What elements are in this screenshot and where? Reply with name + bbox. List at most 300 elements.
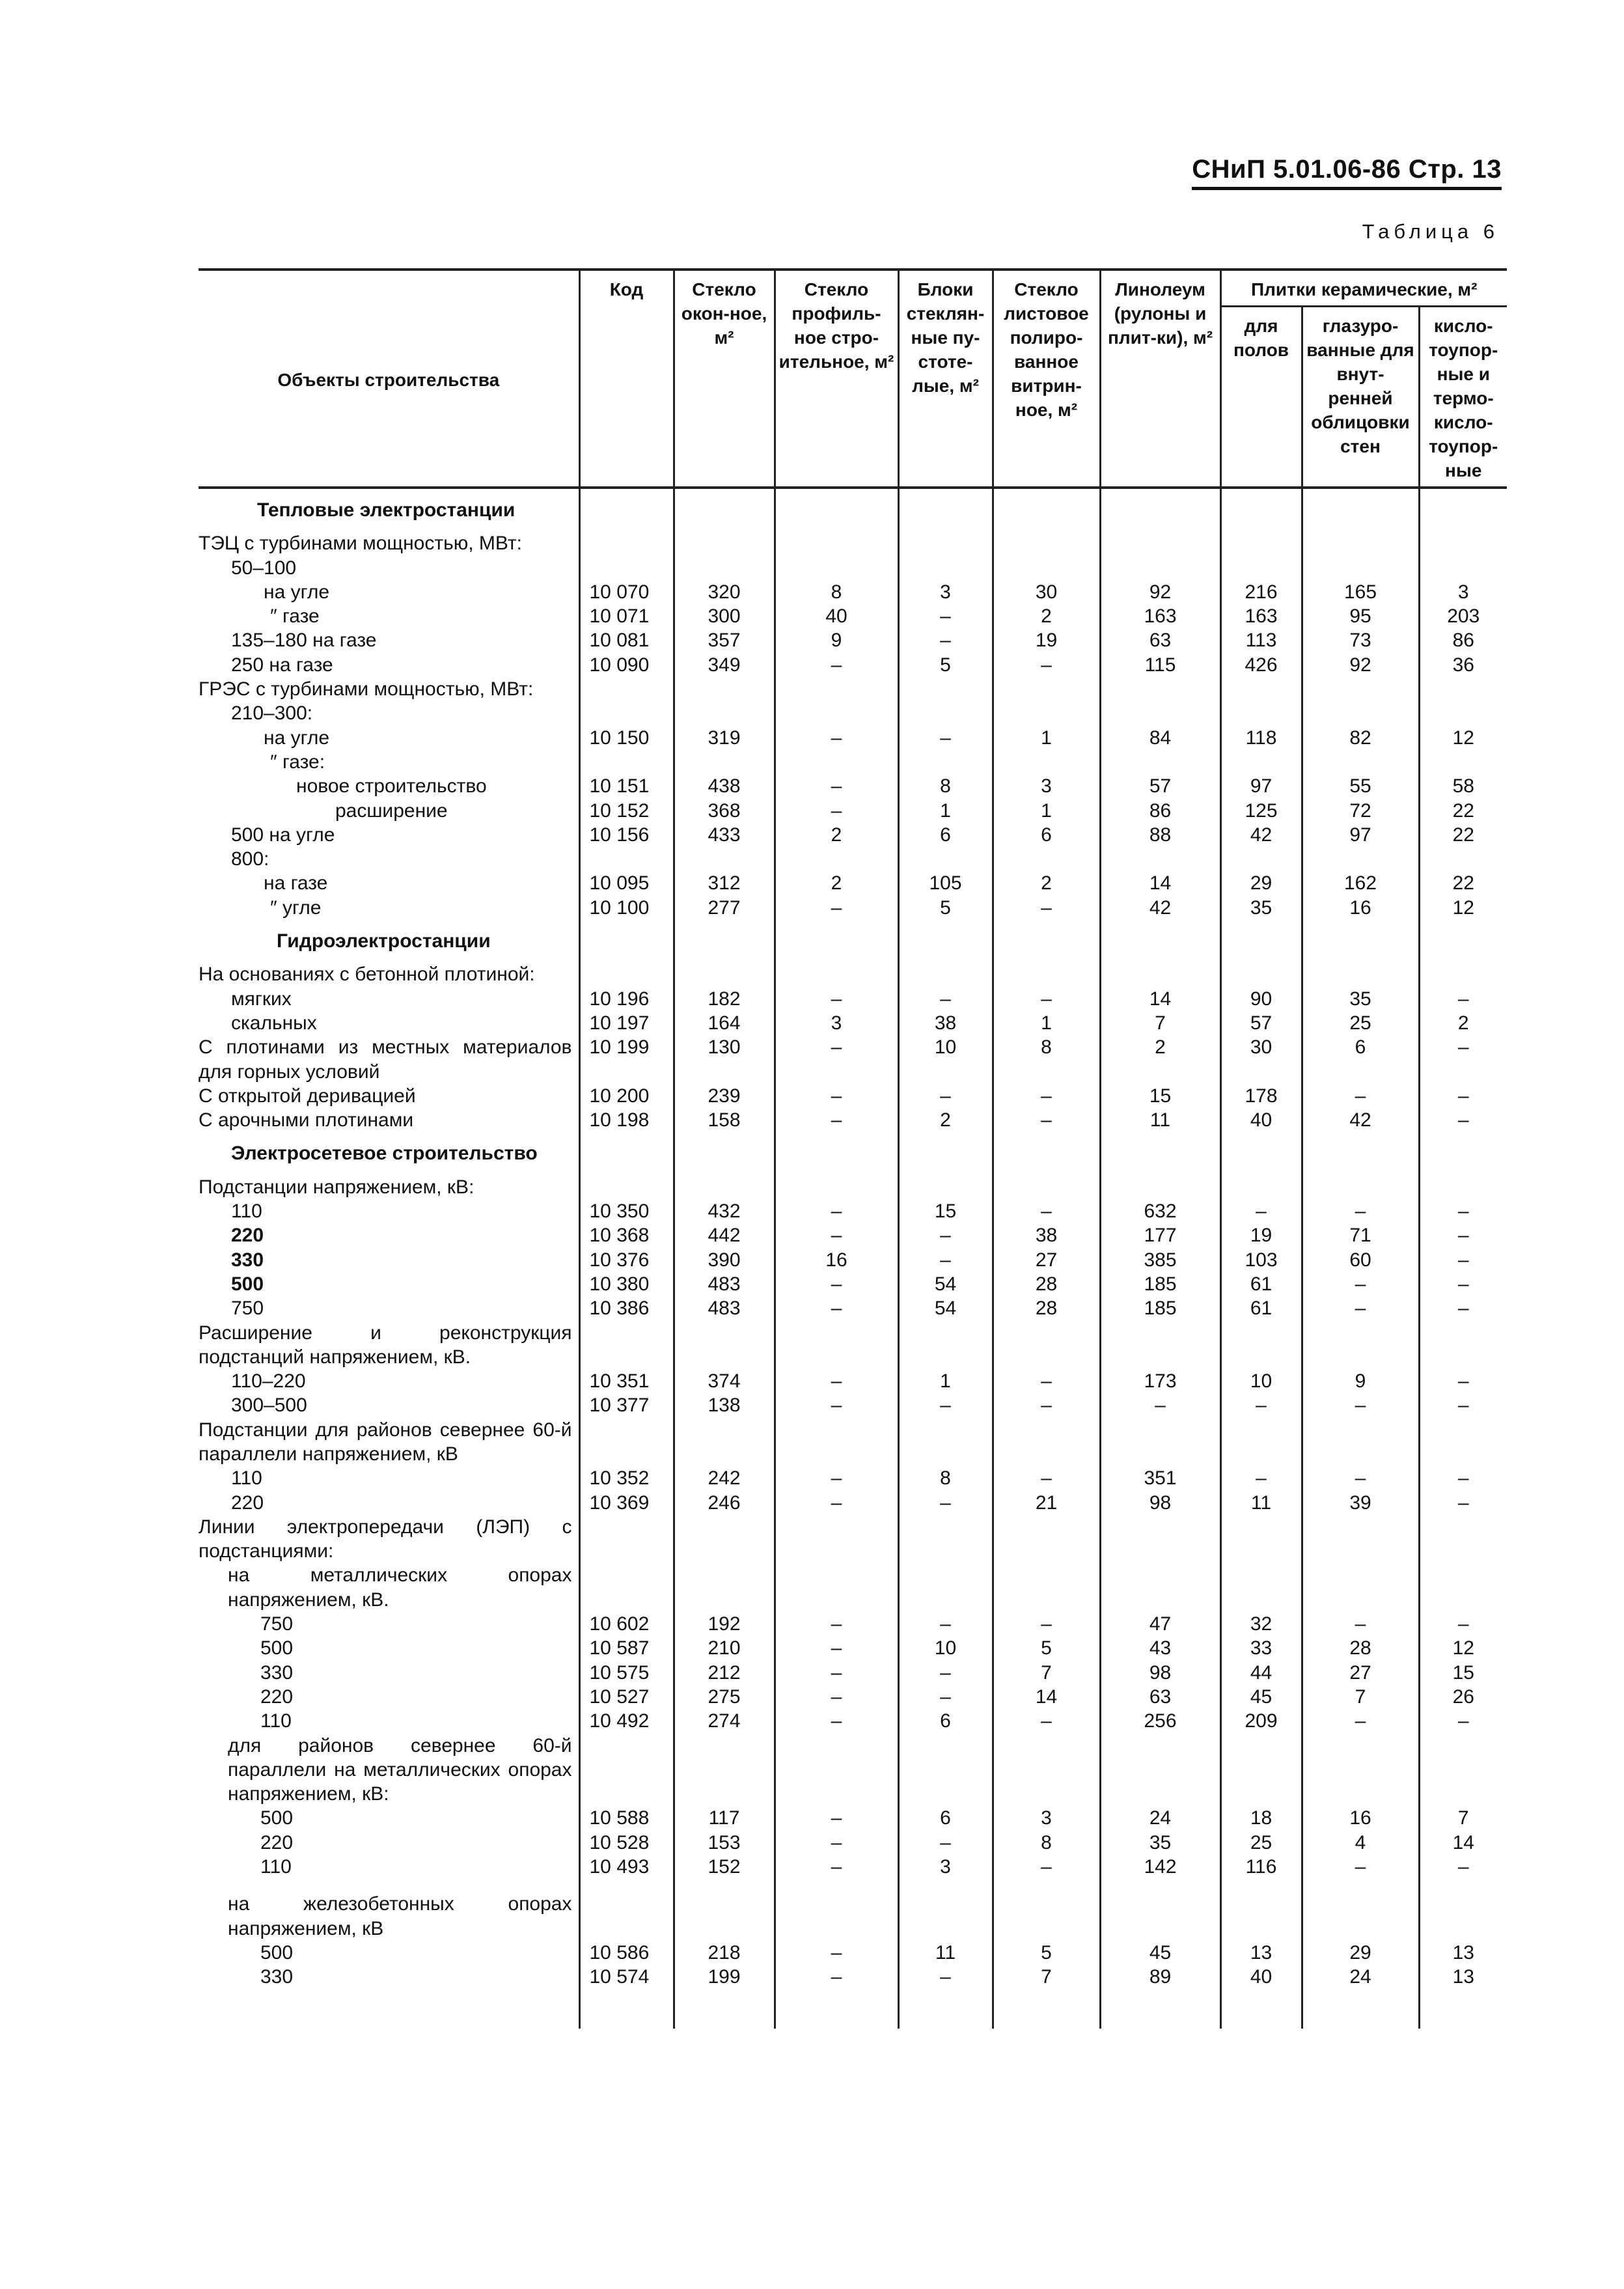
row-glass-blocks: 3	[898, 580, 993, 604]
row-floor-tiles	[1220, 1563, 1302, 1612]
row-glass-blocks: 8	[898, 774, 993, 798]
row-glazed-tiles: –	[1302, 1084, 1419, 1108]
row-floor-tiles	[1220, 1418, 1302, 1467]
table-row	[199, 1035, 1507, 1084]
row-acid-resistant-tiles	[1419, 1515, 1507, 1564]
row-window-glass: 218	[674, 1941, 775, 1965]
row-polished-glass: –	[993, 896, 1100, 920]
row-profile-glass: 9	[775, 628, 898, 652]
row-profile-glass: –	[775, 1223, 898, 1247]
row-window-glass: 274	[674, 1709, 775, 1733]
row-profile-glass	[775, 750, 898, 774]
row-code: 10 386	[579, 1296, 674, 1320]
section-heading	[199, 920, 1507, 962]
section-heading	[199, 1132, 1507, 1174]
row-linoleum	[1100, 962, 1220, 986]
row-window-glass: 483	[674, 1296, 775, 1320]
row-profile-glass	[775, 1563, 898, 1612]
row-polished-glass: –	[993, 1612, 1100, 1636]
table-row	[199, 1466, 1507, 1490]
row-glass-blocks: –	[898, 1831, 993, 1855]
row-glass-blocks: 1	[898, 1369, 993, 1393]
row-glazed-tiles: 6	[1302, 1035, 1419, 1084]
row-linoleum: 163	[1100, 604, 1220, 628]
table-row	[199, 1175, 1507, 1199]
row-polished-glass: 3	[993, 774, 1100, 798]
row-acid-resistant-tiles: 7	[1419, 1806, 1507, 1830]
row-linoleum	[1100, 1175, 1220, 1199]
row-object-name: С открытой деривацией	[199, 1085, 416, 1107]
row-floor-tiles	[1220, 847, 1302, 871]
row-acid-resistant-tiles: 2	[1419, 1011, 1507, 1035]
row-linoleum	[1100, 677, 1220, 701]
row-window-glass: 164	[674, 1011, 775, 1035]
row-glass-blocks	[898, 677, 993, 701]
row-profile-glass: –	[775, 799, 898, 823]
row-glazed-tiles: 82	[1302, 726, 1419, 750]
table-row	[199, 774, 1507, 798]
row-object-name: 330	[231, 1249, 264, 1271]
row-glazed-tiles	[1302, 1418, 1419, 1467]
row-code: 10 200	[579, 1084, 674, 1108]
row-profile-glass	[775, 1418, 898, 1467]
table-row	[199, 1612, 1507, 1636]
row-code: 10 380	[579, 1272, 674, 1296]
row-window-glass: 242	[674, 1466, 775, 1490]
row-profile-glass: –	[775, 1685, 898, 1709]
row-profile-glass: –	[775, 1393, 898, 1417]
row-code	[579, 1418, 674, 1467]
row-object-name: 330	[260, 1661, 294, 1684]
table-row	[199, 1965, 1507, 1989]
row-window-glass: 442	[674, 1223, 775, 1247]
row-acid-resistant-tiles	[1419, 750, 1507, 774]
row-code: 10 528	[579, 1831, 674, 1855]
row-object-name: скальных	[231, 1012, 317, 1034]
row-acid-resistant-tiles: –	[1419, 1108, 1507, 1132]
row-linoleum	[1100, 847, 1220, 871]
row-acid-resistant-tiles	[1419, 677, 1507, 701]
row-polished-glass	[993, 1734, 1100, 1807]
row-floor-tiles: 118	[1220, 726, 1302, 750]
row-acid-resistant-tiles: 13	[1419, 1941, 1507, 1965]
row-acid-resistant-tiles: –	[1419, 1855, 1507, 1879]
row-window-glass: 239	[674, 1084, 775, 1108]
row-acid-resistant-tiles: –	[1419, 1612, 1507, 1636]
row-object-name: С арочными плотинами	[199, 1109, 414, 1131]
row-glazed-tiles: 92	[1302, 653, 1419, 677]
row-polished-glass: 28	[993, 1272, 1100, 1296]
spacer-row	[199, 1879, 1507, 1892]
row-glass-blocks: 15	[898, 1199, 993, 1223]
col-glass-blocks: Блоки стеклян-ные пу-стоте-лые, м²	[898, 270, 993, 488]
row-polished-glass: 8	[993, 1831, 1100, 1855]
row-floor-tiles: 44	[1220, 1661, 1302, 1685]
row-linoleum: 115	[1100, 653, 1220, 677]
row-glazed-tiles: 55	[1302, 774, 1419, 798]
row-window-glass: 390	[674, 1248, 775, 1272]
row-floor-tiles	[1220, 1892, 1302, 1941]
row-polished-glass	[993, 1892, 1100, 1941]
table-row	[199, 1685, 1507, 1709]
row-floor-tiles: 57	[1220, 1011, 1302, 1035]
row-linoleum	[1100, 1418, 1220, 1467]
row-acid-resistant-tiles: –	[1419, 1296, 1507, 1320]
row-linoleum: 185	[1100, 1296, 1220, 1320]
row-glazed-tiles: 162	[1302, 871, 1419, 895]
row-acid-resistant-tiles: 22	[1419, 871, 1507, 895]
row-object-name: расширение	[335, 799, 448, 822]
row-object-name: 800:	[231, 848, 269, 870]
col-code: Код	[579, 270, 674, 488]
row-object-name: 500	[260, 1637, 294, 1659]
row-floor-tiles	[1220, 1321, 1302, 1370]
row-linoleum: 142	[1100, 1855, 1220, 1879]
row-glass-blocks: –	[898, 628, 993, 652]
row-object-name: мягких	[231, 988, 292, 1010]
row-polished-glass: 30	[993, 580, 1100, 604]
row-acid-resistant-tiles	[1419, 1734, 1507, 1807]
row-object-name: 750	[260, 1613, 294, 1635]
row-object-name: С плотинами из местных материалов для горных условий	[199, 1036, 572, 1083]
row-floor-tiles: 178	[1220, 1084, 1302, 1108]
row-glass-blocks: 1	[898, 799, 993, 823]
row-polished-glass	[993, 1515, 1100, 1564]
row-code: 10 588	[579, 1806, 674, 1830]
row-object-name: на угле	[264, 727, 330, 749]
row-object-name: 500 на угле	[231, 824, 335, 846]
row-code	[579, 556, 674, 580]
row-profile-glass	[775, 1515, 898, 1564]
row-glass-blocks: 38	[898, 1011, 993, 1035]
row-profile-glass: –	[775, 1035, 898, 1084]
row-object-name: ГРЭС с турбинами мощностью, МВт:	[199, 678, 534, 701]
row-floor-tiles	[1220, 701, 1302, 725]
row-linoleum	[1100, 1892, 1220, 1941]
row-acid-resistant-tiles: –	[1419, 987, 1507, 1011]
row-polished-glass: 1	[993, 1011, 1100, 1035]
row-glazed-tiles: 165	[1302, 580, 1419, 604]
row-profile-glass: –	[775, 1661, 898, 1685]
row-code	[579, 701, 674, 725]
row-acid-resistant-tiles: 3	[1419, 580, 1507, 604]
row-polished-glass: –	[993, 1369, 1100, 1393]
row-window-glass: 199	[674, 1965, 775, 1989]
row-window-glass: 483	[674, 1272, 775, 1296]
row-window-glass	[674, 1892, 775, 1941]
row-profile-glass: –	[775, 653, 898, 677]
row-floor-tiles: 19	[1220, 1223, 1302, 1247]
row-profile-glass: –	[775, 1108, 898, 1132]
row-code	[579, 847, 674, 871]
row-linoleum	[1100, 556, 1220, 580]
row-acid-resistant-tiles: –	[1419, 1035, 1507, 1084]
row-floor-tiles: 18	[1220, 1806, 1302, 1830]
row-glazed-tiles: 72	[1302, 799, 1419, 823]
row-code: 10 352	[579, 1466, 674, 1490]
row-code: 10 376	[579, 1248, 674, 1272]
row-object-name: на металлических опорах напряжением, кВ.	[228, 1564, 572, 1611]
row-profile-glass: –	[775, 1466, 898, 1490]
row-linoleum: 15	[1100, 1084, 1220, 1108]
table-row	[199, 896, 1507, 920]
table-row	[199, 701, 1507, 725]
table-row	[199, 653, 1507, 677]
row-object-name: 110	[260, 1856, 292, 1878]
row-linoleum: 89	[1100, 1965, 1220, 1989]
row-glass-blocks: –	[898, 1685, 993, 1709]
row-code	[579, 1175, 674, 1199]
table-row	[199, 799, 1507, 823]
row-floor-tiles: 116	[1220, 1855, 1302, 1879]
row-glass-blocks: 105	[898, 871, 993, 895]
table-row	[199, 1369, 1507, 1393]
row-window-glass: 152	[674, 1855, 775, 1879]
table-row	[199, 1199, 1507, 1223]
table-row	[199, 847, 1507, 871]
row-glass-blocks: 54	[898, 1296, 993, 1320]
row-profile-glass: –	[775, 1709, 898, 1733]
row-polished-glass: 38	[993, 1223, 1100, 1247]
row-floor-tiles: 40	[1220, 1108, 1302, 1132]
row-glass-blocks: –	[898, 726, 993, 750]
row-polished-glass	[993, 531, 1100, 555]
row-linoleum: 7	[1100, 1011, 1220, 1035]
row-object-name: Подстанции напряжением, кВ:	[199, 1176, 475, 1198]
row-floor-tiles: 97	[1220, 774, 1302, 798]
row-floor-tiles: 125	[1220, 799, 1302, 823]
row-glass-blocks: 6	[898, 1709, 993, 1733]
table-row	[199, 1491, 1507, 1515]
row-glass-blocks: –	[898, 1393, 993, 1417]
row-glazed-tiles: 71	[1302, 1223, 1419, 1247]
row-acid-resistant-tiles: 26	[1419, 1685, 1507, 1709]
row-polished-glass: 3	[993, 1806, 1100, 1830]
table-row	[199, 604, 1507, 628]
row-floor-tiles	[1220, 750, 1302, 774]
row-floor-tiles: 11	[1220, 1491, 1302, 1515]
row-code: 10 586	[579, 1941, 674, 1965]
row-glazed-tiles: –	[1302, 1272, 1419, 1296]
table-row	[199, 1011, 1507, 1035]
row-object-name: ″ угле	[270, 896, 322, 919]
row-code: 10 527	[579, 1685, 674, 1709]
row-code: 10 350	[579, 1199, 674, 1223]
row-floor-tiles	[1220, 531, 1302, 555]
col-glazed-tiles: глазуро-ванные для внут-ренней облицовки стен	[1302, 307, 1419, 488]
row-acid-resistant-tiles	[1419, 1418, 1507, 1467]
row-glazed-tiles	[1302, 1563, 1419, 1612]
row-glazed-tiles	[1302, 1175, 1419, 1199]
table-row	[199, 750, 1507, 774]
row-glazed-tiles: –	[1302, 1612, 1419, 1636]
row-glazed-tiles: 97	[1302, 823, 1419, 847]
row-window-glass: 210	[674, 1636, 775, 1660]
row-acid-resistant-tiles	[1419, 701, 1507, 725]
row-glazed-tiles: –	[1302, 1709, 1419, 1733]
row-glass-blocks	[898, 750, 993, 774]
row-linoleum: 98	[1100, 1661, 1220, 1685]
row-window-glass: 320	[674, 580, 775, 604]
row-floor-tiles: 45	[1220, 1685, 1302, 1709]
row-polished-glass: 21	[993, 1491, 1100, 1515]
row-acid-resistant-tiles	[1419, 556, 1507, 580]
row-code	[579, 750, 674, 774]
row-glazed-tiles: 42	[1302, 1108, 1419, 1132]
row-profile-glass: 3	[775, 1011, 898, 1035]
row-glazed-tiles: –	[1302, 1393, 1419, 1417]
row-linoleum: 86	[1100, 799, 1220, 823]
row-profile-glass: –	[775, 1831, 898, 1855]
row-glass-blocks: –	[898, 1084, 993, 1108]
row-object-name: ″ газе	[270, 605, 320, 628]
row-floor-tiles: 10	[1220, 1369, 1302, 1393]
row-linoleum: –	[1100, 1393, 1220, 1417]
table-row	[199, 677, 1507, 701]
row-linoleum: 385	[1100, 1248, 1220, 1272]
row-object-name: для районов севернее 60-й параллели на металлических опорах напряжением, кВ:	[228, 1734, 572, 1805]
row-linoleum: 185	[1100, 1272, 1220, 1296]
row-linoleum: 42	[1100, 896, 1220, 920]
row-object-name: 110	[231, 1200, 262, 1223]
row-profile-glass	[775, 847, 898, 871]
row-glazed-tiles: 95	[1302, 604, 1419, 628]
row-linoleum: 24	[1100, 1806, 1220, 1830]
row-floor-tiles: 90	[1220, 987, 1302, 1011]
row-glass-blocks: 54	[898, 1272, 993, 1296]
row-profile-glass: –	[775, 1272, 898, 1296]
row-object-name: 500	[231, 1273, 264, 1295]
row-polished-glass: –	[993, 1709, 1100, 1733]
row-object-name: Расширение и реконструкция подстанций напряжением, кВ.	[199, 1322, 572, 1368]
row-profile-glass	[775, 677, 898, 701]
row-linoleum: 43	[1100, 1636, 1220, 1660]
row-linoleum: 2	[1100, 1035, 1220, 1084]
table-row	[199, 1734, 1507, 1807]
row-glazed-tiles: –	[1302, 1296, 1419, 1320]
row-code: 10 587	[579, 1636, 674, 1660]
table-row	[199, 1108, 1507, 1132]
row-glazed-tiles: 73	[1302, 628, 1419, 652]
row-polished-glass	[993, 1175, 1100, 1199]
row-window-glass	[674, 1734, 775, 1807]
row-window-glass: 312	[674, 871, 775, 895]
table-row	[199, 1248, 1507, 1272]
row-window-glass: 319	[674, 726, 775, 750]
row-glass-blocks: 10	[898, 1035, 993, 1084]
row-glazed-tiles	[1302, 677, 1419, 701]
row-object-name: 500	[260, 1807, 294, 1829]
table-row	[199, 1515, 1507, 1564]
row-acid-resistant-tiles: –	[1419, 1272, 1507, 1296]
row-glazed-tiles: 60	[1302, 1248, 1419, 1272]
table-row	[199, 1321, 1507, 1370]
row-acid-resistant-tiles: –	[1419, 1248, 1507, 1272]
row-profile-glass: –	[775, 1296, 898, 1320]
row-floor-tiles: 33	[1220, 1636, 1302, 1660]
section-title: Тепловые электростанции	[257, 499, 516, 521]
row-polished-glass: –	[993, 653, 1100, 677]
row-polished-glass	[993, 1321, 1100, 1370]
row-floor-tiles	[1220, 677, 1302, 701]
row-glass-blocks: 6	[898, 1806, 993, 1830]
row-floor-tiles: 29	[1220, 871, 1302, 895]
row-window-glass	[674, 1563, 775, 1612]
row-glass-blocks: 10	[898, 1636, 993, 1660]
row-code	[579, 1563, 674, 1612]
row-glass-blocks	[898, 1175, 993, 1199]
row-glazed-tiles	[1302, 1515, 1419, 1564]
row-glazed-tiles: 27	[1302, 1661, 1419, 1685]
table-row	[199, 1806, 1507, 1830]
table-row	[199, 726, 1507, 750]
section-heading	[199, 488, 1507, 531]
row-glass-blocks: 2	[898, 1108, 993, 1132]
row-window-glass: 246	[674, 1491, 775, 1515]
row-window-glass	[674, 1175, 775, 1199]
row-window-glass	[674, 962, 775, 986]
table-row	[199, 1563, 1507, 1612]
table-caption: Таблица 6	[1362, 220, 1499, 243]
row-window-glass	[674, 1418, 775, 1467]
row-acid-resistant-tiles	[1419, 1321, 1507, 1370]
row-polished-glass	[993, 962, 1100, 986]
row-window-glass	[674, 1515, 775, 1564]
row-glazed-tiles	[1302, 1892, 1419, 1941]
row-object-name: ″ газе:	[270, 751, 325, 773]
row-object-name: 330	[260, 1966, 294, 1988]
row-acid-resistant-tiles: 203	[1419, 604, 1507, 628]
col-polished-glass: Стекло листовое полиро-ванное витрин-ное, м²	[993, 270, 1100, 488]
row-object-name: На основаниях с бетонной плотиной:	[199, 964, 535, 986]
row-acid-resistant-tiles: 86	[1419, 628, 1507, 652]
row-object-name: 135–180 на газе	[231, 630, 377, 652]
row-floor-tiles: 40	[1220, 1965, 1302, 1989]
row-polished-glass: 2	[993, 604, 1100, 628]
row-glazed-tiles: –	[1302, 1199, 1419, 1223]
col-profile-glass: Стекло профиль-ное стро-ительное, м²	[775, 270, 898, 488]
row-acid-resistant-tiles: 22	[1419, 799, 1507, 823]
row-acid-resistant-tiles: –	[1419, 1709, 1507, 1733]
row-acid-resistant-tiles	[1419, 531, 1507, 555]
row-object-name: 110–220	[231, 1370, 306, 1393]
row-window-glass: 138	[674, 1393, 775, 1417]
row-polished-glass: –	[993, 1855, 1100, 1879]
row-code: 10 196	[579, 987, 674, 1011]
row-glazed-tiles	[1302, 962, 1419, 986]
row-polished-glass	[993, 750, 1100, 774]
row-floor-tiles: 42	[1220, 823, 1302, 847]
table-row	[199, 628, 1507, 652]
row-linoleum	[1100, 1563, 1220, 1612]
row-code: 10 081	[579, 628, 674, 652]
row-linoleum: 351	[1100, 1466, 1220, 1490]
row-linoleum: 11	[1100, 1108, 1220, 1132]
row-acid-resistant-tiles: 12	[1419, 1636, 1507, 1660]
row-glass-blocks: –	[898, 1965, 993, 1989]
row-code: 10 070	[579, 580, 674, 604]
row-window-glass	[674, 750, 775, 774]
row-glazed-tiles: –	[1302, 1466, 1419, 1490]
table-row	[199, 1223, 1507, 1247]
row-object-name: новое строительство	[296, 775, 487, 798]
table-row	[199, 823, 1507, 847]
row-window-glass: 374	[674, 1369, 775, 1393]
row-glass-blocks: –	[898, 1661, 993, 1685]
row-polished-glass: 6	[993, 823, 1100, 847]
table-row	[199, 962, 1507, 986]
row-acid-resistant-tiles	[1419, 1892, 1507, 1941]
